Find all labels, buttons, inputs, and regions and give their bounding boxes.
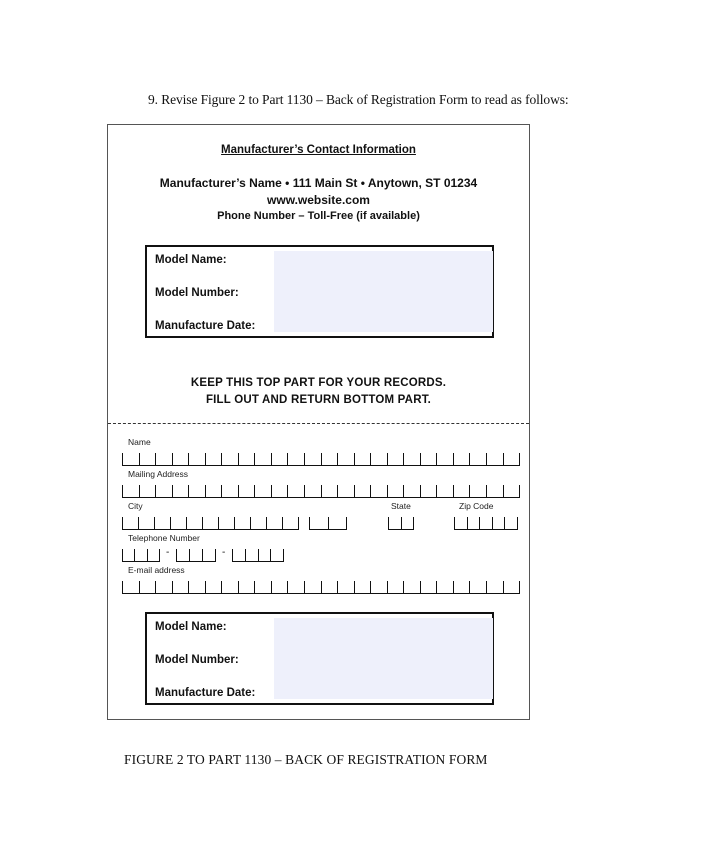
character-box[interactable]: [321, 453, 338, 465]
character-box[interactable]: [271, 581, 288, 593]
mailing-address-input-boxes[interactable]: [122, 485, 520, 498]
character-box[interactable]: [454, 517, 467, 529]
character-box[interactable]: [238, 581, 255, 593]
character-box[interactable]: [139, 453, 156, 465]
character-box[interactable]: [328, 517, 348, 529]
character-box[interactable]: [155, 453, 172, 465]
zip-code-input-boxes[interactable]: [454, 517, 518, 530]
phone-prefix-boxes[interactable]: [176, 549, 216, 562]
character-box[interactable]: [172, 581, 189, 593]
character-box[interactable]: [337, 485, 354, 497]
character-box[interactable]: [176, 549, 189, 561]
character-box[interactable]: [321, 485, 338, 497]
bottom-model-name-label: Model Name:: [155, 621, 227, 633]
character-box[interactable]: [387, 581, 404, 593]
character-box[interactable]: [486, 485, 503, 497]
character-box[interactable]: [154, 517, 170, 529]
character-box[interactable]: [387, 453, 404, 465]
character-box[interactable]: [370, 485, 387, 497]
phone-area-code-boxes[interactable]: [122, 549, 160, 562]
character-box[interactable]: [469, 485, 486, 497]
character-box[interactable]: [420, 453, 437, 465]
character-box[interactable]: [172, 485, 189, 497]
character-box[interactable]: [238, 485, 255, 497]
character-box[interactable]: [420, 581, 437, 593]
character-box[interactable]: [401, 517, 415, 529]
character-box[interactable]: [403, 453, 420, 465]
character-box[interactable]: [304, 485, 321, 497]
name-label: Name: [128, 437, 151, 447]
character-box[interactable]: [271, 485, 288, 497]
character-box[interactable]: [436, 581, 453, 593]
character-box[interactable]: [503, 485, 521, 497]
character-box[interactable]: [453, 485, 470, 497]
character-box[interactable]: [337, 453, 354, 465]
character-box[interactable]: [189, 549, 202, 561]
phone-separator-2: -: [222, 547, 226, 558]
character-box[interactable]: [134, 549, 146, 561]
character-box[interactable]: [188, 485, 205, 497]
state-input-boxes[interactable]: [388, 517, 414, 530]
character-box[interactable]: [337, 581, 354, 593]
character-box[interactable]: [304, 453, 321, 465]
character-box[interactable]: [436, 485, 453, 497]
bottom-model-number-label: Model Number:: [155, 654, 239, 666]
character-box[interactable]: [321, 581, 338, 593]
top-manufacture-date-label: Manufacture Date:: [155, 320, 256, 332]
character-box[interactable]: [170, 517, 186, 529]
character-box[interactable]: [354, 453, 371, 465]
character-box[interactable]: [205, 581, 222, 593]
top-model-name-label: Model Name:: [155, 254, 227, 266]
character-box[interactable]: [238, 453, 255, 465]
character-box[interactable]: [122, 485, 139, 497]
character-box[interactable]: [258, 549, 271, 561]
keep-top-instruction: KEEP THIS TOP PART FOR YOUR RECORDS.: [190, 377, 447, 389]
intro-instruction: 9. Revise Figure 2 to Part 1130 – Back of Registration Form to read as follows:: [148, 92, 569, 107]
phone-separator-1: -: [166, 547, 170, 558]
city-label: City: [128, 501, 143, 511]
character-box[interactable]: [403, 485, 420, 497]
character-box[interactable]: [420, 485, 437, 497]
character-box[interactable]: [309, 517, 328, 529]
character-box[interactable]: [232, 549, 245, 561]
character-box[interactable]: [486, 581, 503, 593]
phone-line-number-boxes[interactable]: [232, 549, 284, 562]
city-extra-input-boxes[interactable]: [309, 517, 347, 530]
character-box[interactable]: [186, 517, 202, 529]
bottom-model-info-fill-area[interactable]: [274, 618, 493, 699]
manufacturer-phone: Phone Number – Toll-Free (if available): [217, 210, 420, 222]
character-box[interactable]: [205, 453, 222, 465]
character-box[interactable]: [218, 517, 234, 529]
character-box[interactable]: [139, 485, 156, 497]
name-input-boxes[interactable]: [122, 453, 520, 466]
character-box[interactable]: [287, 485, 304, 497]
character-box[interactable]: [188, 453, 205, 465]
character-box[interactable]: [403, 581, 420, 593]
character-box[interactable]: [234, 517, 250, 529]
character-box[interactable]: [503, 453, 521, 465]
top-model-info-fill-area[interactable]: [274, 251, 493, 332]
character-box[interactable]: [221, 485, 238, 497]
bottom-manufacture-date-label: Manufacture Date:: [155, 687, 256, 699]
character-box[interactable]: [266, 517, 282, 529]
character-box[interactable]: [453, 581, 470, 593]
character-box[interactable]: [147, 549, 160, 561]
character-box[interactable]: [370, 453, 387, 465]
character-box[interactable]: [469, 581, 486, 593]
character-box[interactable]: [469, 453, 486, 465]
character-box[interactable]: [122, 453, 139, 465]
top-model-number-label: Model Number:: [155, 287, 239, 299]
character-box[interactable]: [271, 453, 288, 465]
character-box[interactable]: [188, 581, 205, 593]
telephone-label: Telephone Number: [128, 533, 200, 543]
character-box[interactable]: [254, 453, 271, 465]
character-box[interactable]: [221, 453, 238, 465]
character-box[interactable]: [503, 581, 521, 593]
character-box[interactable]: [354, 581, 371, 593]
character-box[interactable]: [387, 485, 404, 497]
return-bottom-instruction: FILL OUT AND RETURN BOTTOM PART.: [205, 394, 432, 406]
mailing-address-label: Mailing Address: [128, 469, 189, 479]
email-label: E-mail address: [128, 565, 185, 575]
character-box[interactable]: [122, 517, 138, 529]
manufacturer-address: Manufacturer’s Name • 111 Main St • Anytown, ST 01234: [159, 176, 478, 190]
character-box[interactable]: [250, 517, 266, 529]
top-model-info-box: [145, 245, 494, 338]
character-box[interactable]: [138, 517, 154, 529]
character-box[interactable]: [287, 581, 304, 593]
character-box[interactable]: [486, 453, 503, 465]
character-box[interactable]: [122, 549, 134, 561]
character-box[interactable]: [270, 549, 284, 561]
character-box[interactable]: [155, 485, 172, 497]
tear-line: [108, 423, 529, 424]
bottom-model-info-box: [145, 612, 494, 705]
registration-form: [107, 124, 530, 720]
character-box[interactable]: [287, 453, 304, 465]
zip-code-label: Zip Code: [459, 501, 494, 511]
character-box[interactable]: [388, 517, 401, 529]
character-box[interactable]: [370, 581, 387, 593]
character-box[interactable]: [202, 549, 216, 561]
character-box[interactable]: [354, 485, 371, 497]
form-header-title: Manufacturer’s Contact Information: [221, 144, 416, 156]
character-box[interactable]: [436, 453, 453, 465]
character-box[interactable]: [504, 517, 518, 529]
character-box[interactable]: [492, 517, 505, 529]
state-label: State: [391, 501, 411, 511]
character-box[interactable]: [139, 581, 156, 593]
character-box[interactable]: [205, 485, 222, 497]
figure-caption: FIGURE 2 TO PART 1130 – BACK OF REGISTRATION FORM: [124, 752, 488, 767]
character-box[interactable]: [467, 517, 480, 529]
character-box[interactable]: [245, 549, 258, 561]
manufacturer-website: www.website.com: [267, 193, 370, 207]
character-box[interactable]: [282, 517, 299, 529]
character-box[interactable]: [254, 485, 271, 497]
character-box[interactable]: [122, 581, 139, 593]
character-box[interactable]: [221, 581, 238, 593]
character-box[interactable]: [304, 581, 321, 593]
city-input-boxes[interactable]: [122, 517, 299, 530]
character-box[interactable]: [202, 517, 218, 529]
character-box[interactable]: [254, 581, 271, 593]
character-box[interactable]: [453, 453, 470, 465]
character-box[interactable]: [479, 517, 492, 529]
email-input-boxes[interactable]: [122, 581, 520, 594]
character-box[interactable]: [172, 453, 189, 465]
character-box[interactable]: [155, 581, 172, 593]
